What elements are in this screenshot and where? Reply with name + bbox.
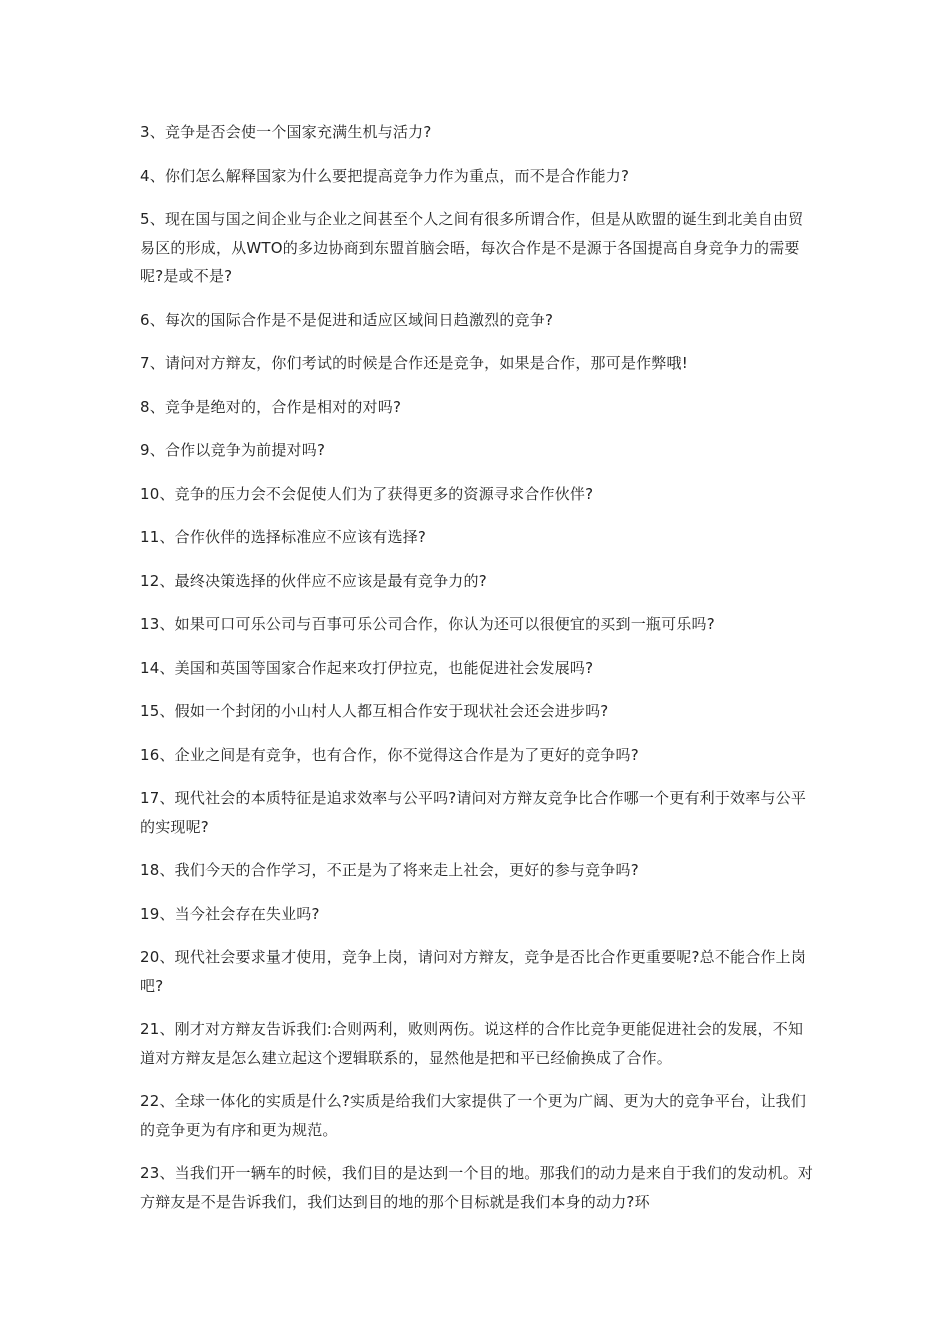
- paragraph-question-10: 10、竞争的压力会不会促使人们为了获得更多的资源寻求合作伙伴?: [140, 484, 594, 503]
- paragraph-question-3: 3、竞争是否会使一个国家充满生机与活力?: [140, 123, 432, 141]
- document-body: [140, 118, 816, 1231]
- paragraph-question-16: 16、企业之间是有竞争，也有合作，你不觉得这合作是为了更好的竞争吗?: [140, 745, 639, 764]
- paragraph-question-19: 19、当今社会存在失业吗?: [140, 904, 320, 923]
- paragraph-question-6: 6、每次的国际合作是不是促进和适应区域间日趋激烈的竞争?: [140, 310, 554, 329]
- paragraph-question-23: 23、当我们开一辆车的时候，我们目的是达到一个目的地。那我们的动力是来自于我们的发动机。对方辩友是不是告诉我们，我们达到目的地的那个目标就是我们本身的动力?环: [140, 1164, 814, 1211]
- paragraph-question-13: 13、如果可口可乐公司与百事可乐公司合作，你认为还可以很便宜的买到一瓶可乐吗?: [140, 615, 715, 633]
- paragraph-question-22: 22、全球一体化的实质是什么?实质是给我们大家提供了一个更为广阔、更为大的竞争平台，让我们的竞争更为有序和更为规范。: [140, 1092, 807, 1139]
- paragraph-question-4: 4、你们怎么解释国家为什么要把提高竞争力作为重点，而不是合作能力?: [140, 166, 630, 185]
- paragraph-question-20: 20、现代社会要求量才使用，竞争上岗，请问对方辩友，竞争是否比合作更重要呢?总不能合作上岗吧?: [140, 948, 807, 995]
- paragraph-question-5: 5、现在国与国之间企业与企业之间甚至个人之间有很多所谓合作，但是从欧盟的诞生到北美自由贸易区的形成，从WTO的多边协商到东盟首脑会晤，每次合作是不是源于各国提高自身竞争力的需要呢?是或不是?: [140, 210, 804, 285]
- paragraph-question-14: 14、美国和英国等国家合作起来攻打伊拉克，也能促进社会发展吗?: [140, 658, 594, 677]
- paragraph-question-11: 11、合作伙伴的选择标准应不应该有选择?: [140, 528, 427, 546]
- paragraph-question-12: 12、最终决策选择的伙伴应不应该是最有竞争力的?: [140, 571, 487, 590]
- paragraph-question-18: 18、我们今天的合作学习，不正是为了将来走上社会，更好的参与竞争吗?: [140, 861, 639, 879]
- paragraph-question-9: 9、合作以竞争为前提对吗?: [140, 441, 326, 459]
- paragraph-question-8: 8、竞争是绝对的，合作是相对的对吗?: [140, 397, 402, 416]
- paragraph-question-7: 7、请问对方辩友，你们考试的时候是合作还是竞争，如果是合作，那可是作弊哦!: [140, 354, 688, 372]
- paragraph-question-17: 17、现代社会的本质特征是追求效率与公平吗?请问对方辩友竞争比合作哪一个更有利于效率与公平的实现呢?: [140, 789, 807, 836]
- paragraph-question-21: 21、刚才对方辩友告诉我们:合则两利，败则两伤。说这样的合作比竞争更能促进社会的发展，不知道对方辩友是怎么建立起这个逻辑联系的，显然他是把和平已经偷换成了合作。: [140, 1020, 804, 1067]
- paragraph-question-15: 15、假如一个封闭的小山村人人都互相合作安于现状社会还会进步吗?: [140, 702, 609, 720]
